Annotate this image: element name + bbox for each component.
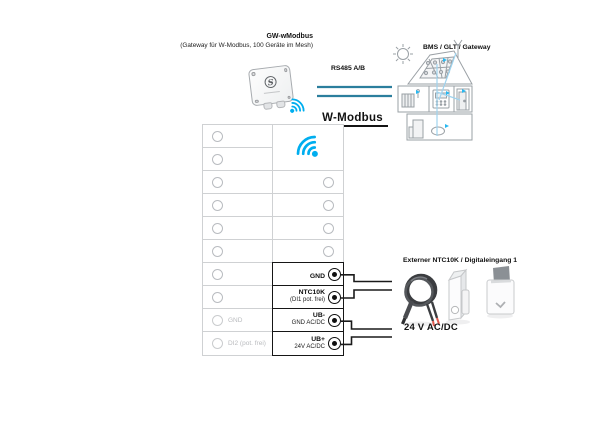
wifi-cell [273, 125, 343, 171]
cable-sensor-image [403, 276, 440, 326]
terminal-hole-icon [323, 223, 334, 234]
terminal-hole-icon [323, 246, 334, 257]
terminal-row-di2 [203, 332, 273, 355]
terminal-hole-icon [212, 200, 223, 211]
terminal-hole-icon [212, 292, 223, 303]
terminal-hole-icon [212, 246, 223, 257]
cable-gland-icon [263, 102, 273, 110]
terminal-sublabel: 24V AC/DC [294, 343, 325, 350]
terminal-label: GND [309, 273, 325, 281]
sun-icon [393, 44, 413, 64]
terminal-row [203, 263, 273, 286]
terminal-ntc10k [273, 286, 343, 309]
terminal-hole-icon [212, 269, 223, 280]
accessory-images [398, 266, 520, 328]
terminal-ub-minus [273, 309, 343, 332]
device-subtitle: (Gateway für W-Modbus, 100 Geräte im Mesh) [180, 42, 313, 49]
terminal-gnd [273, 263, 343, 286]
terminal-hole-icon [212, 131, 223, 142]
terminal-row [273, 217, 343, 240]
terminal-hole-icon [323, 177, 334, 188]
terminal-sublabel: GND AC/DC [291, 320, 325, 327]
terminal-row [273, 171, 343, 194]
terminal-hole-icon [323, 200, 334, 211]
terminal-row [203, 217, 273, 240]
terminal-block [202, 124, 344, 356]
terminal-connector-icon [328, 314, 341, 327]
terminal-row [203, 286, 273, 309]
brand-logo [264, 75, 277, 88]
door-contact-image [449, 270, 469, 320]
building-illustration [392, 30, 498, 160]
terminal-ub-plus [273, 332, 343, 355]
terminal-row [203, 125, 273, 148]
terminal-hole-icon [212, 177, 223, 188]
screw-icon [284, 68, 288, 72]
power-label: 24 V AC/DC [404, 322, 458, 333]
terminal-label: NTC10K [298, 289, 325, 297]
external-input-label: Externer NTC10K / Digitaleingang 1 [403, 257, 518, 264]
terminal-row [203, 171, 273, 194]
terminal-sublabel: (DI1 pot. frei) [289, 297, 325, 304]
terminal-connector-icon [328, 268, 341, 281]
device-label-line [264, 91, 280, 94]
terminal-wires [341, 275, 392, 345]
terminal-row [203, 194, 273, 217]
terminal-row [203, 240, 273, 263]
bus-label: RS485 A/B [330, 65, 366, 72]
terminal-connector-icon [328, 337, 341, 350]
logo-letter: S [267, 76, 275, 88]
screw-icon [251, 72, 255, 76]
terminal-row-gnd [203, 309, 273, 332]
rs485-bus-lines [317, 87, 392, 96]
terminal-hole-icon [212, 315, 223, 326]
wmodbus-label: W-Modbus [278, 112, 388, 127]
terminal-label: UB+ [311, 335, 325, 343]
terminal-label: UB- [312, 312, 325, 320]
device-title: GW-wModbus [266, 33, 313, 40]
terminal-row [273, 240, 343, 263]
terminal-hole-icon [212, 338, 223, 349]
key-card-switch-image [487, 266, 514, 314]
terminal-connector-icon [328, 291, 341, 304]
terminal-label: GND [228, 316, 243, 324]
wifi-icon [286, 126, 330, 170]
screw-icon [255, 99, 259, 103]
building-label: BMS / GLT / Gateway [423, 44, 491, 51]
terminal-row [273, 194, 343, 217]
terminal-label: DI2 (pot. frei) [228, 340, 266, 347]
terminal-row [203, 148, 273, 171]
terminal-hole-icon [212, 223, 223, 234]
terminal-hole-icon [212, 154, 223, 165]
